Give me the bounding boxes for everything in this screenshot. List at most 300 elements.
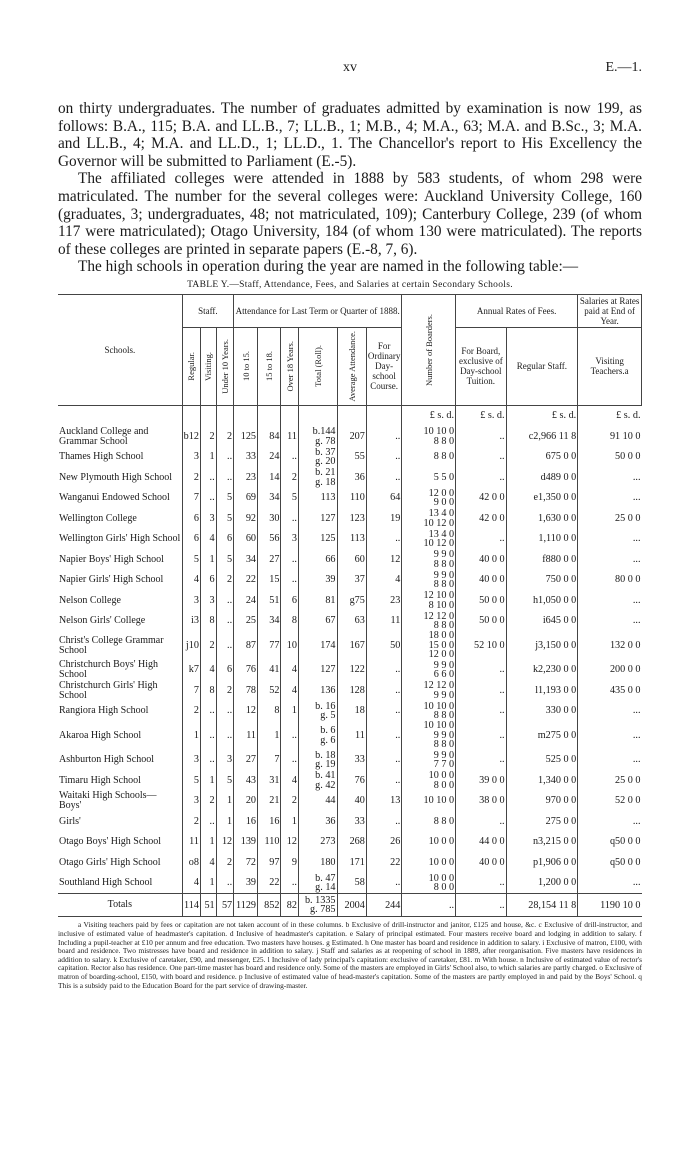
- cell-age10to15: 1129: [234, 894, 258, 917]
- school-name: Nelson Girls' College: [59, 615, 146, 627]
- cell-salary-regular: m275 0 0: [506, 721, 578, 750]
- cell-fee-board: ..: [456, 894, 506, 917]
- cell-total-roll: 127: [298, 660, 337, 681]
- cell-average-attendance: 76: [337, 770, 366, 791]
- cell-average-attendance: 123: [337, 508, 366, 529]
- cell-boarders: ..: [366, 467, 402, 488]
- cell-age10to15: 76: [234, 660, 258, 681]
- cell-age15to18: 8: [258, 701, 281, 722]
- cell-over18: 82: [281, 894, 299, 917]
- cell-visiting: 1: [200, 549, 216, 570]
- cell-under10: 2: [216, 852, 234, 873]
- cell-average-attendance: 11: [337, 721, 366, 750]
- table-row: [58, 811, 642, 832]
- cell-salary-visiting: ...: [578, 488, 642, 509]
- cell-fee-board: ..: [456, 721, 506, 750]
- cell-under10: 5: [216, 549, 234, 570]
- cell-salary-regular: 1,340 0 0: [506, 770, 578, 791]
- cell-salary-regular: e1,350 0 0: [506, 488, 578, 509]
- cell-regular: 5: [182, 770, 200, 791]
- cell-age10to15: 23: [234, 467, 258, 488]
- header-fee-board: For Board, exclusive of Day-school Tuition.: [456, 327, 506, 405]
- cell-salary-visiting: ...: [578, 721, 642, 750]
- cell-boarders: 50: [366, 631, 402, 660]
- cell-fee-ordinary: 9 9 0 8 8 0: [402, 570, 456, 591]
- cell-salary-visiting: 200 0 0: [578, 660, 642, 681]
- cell-over18: 4: [281, 680, 299, 701]
- cell-age15to18: 15: [258, 570, 281, 591]
- cell-regular: i3: [182, 611, 200, 632]
- cell-age10to15: 125: [234, 426, 258, 447]
- cell-under10: 57: [216, 894, 234, 917]
- cell-age10to15: 22: [234, 570, 258, 591]
- cell-age10to15: 60: [234, 529, 258, 550]
- cell-total-roll: 125: [298, 529, 337, 550]
- cell-over18: 2: [281, 791, 299, 812]
- document-reference: E.—1.: [605, 60, 642, 75]
- cell-over18: 6: [281, 590, 299, 611]
- cell-fee-board: 40 0 0: [456, 852, 506, 873]
- table-row: [58, 611, 642, 632]
- table-row: [58, 873, 642, 894]
- cell-salary-regular: 28,154 11 8: [506, 894, 578, 917]
- footnote-text: a Visiting teachers paid by fees or capitation are not taken account of in these columns. b Exclusive of drill-instructor and janitor, £125 and house, &c. c Exclusive of drill-instructor, and inclusive of estimated value of headmaster's capitation. d Inclusive of headmaster's capitation. e Salary of principal estimated. Four masters receive board and lodging in addition to salary. f Including a pupil-teacher at £10 per annum and free education. Two masters have houses. g Estimated. h One master has board and residence in addition to salary. i Exclusive of matron, £100, with board and residence. Two mistresses have board and residence in addition to salary. j Staff and salaries as at reopening of school in 1889, after reorganisation. Five masters have residences in addition to salary. k Exclusive of caretaker, £90, and messenger, £25. l Inclusive of lady principal's capitation: exclusive of caretaker, £81. m With house. n Inclusive of estimated value of rector's capitation. Rector also has residence. One part-time master has board and residence only. Some of the masters are employed in Girls' School also, to which salaries are partly charged. o Exclusive of matron of boarding-school, £150, with board and residence. p Inclusive of estimated value of head-master's capitation. Some of the masters are partly employed in and paid by the Boys' School. q This is a subsidy paid to the Education Board for the part service of drawing-master.: [58, 920, 642, 990]
- paragraph: on thirty undergraduates. The number of graduates admitted by examination is now 199, as follows: B.A., 115; B.A. and LL.B., 7; LL.B., 1; M.B., 4; M.A., 63; M.A. and B.Sc., 3; M.A. and LL.B., 4; M.A. and LL.D., 1; LL.D., 1. The Chancellor's report to His Excellency the Governor will be submitted to Parliament (E.-5).: [58, 100, 642, 170]
- cell-under10: ..: [216, 701, 234, 722]
- school-name: Wellington Girls' High School: [59, 533, 181, 545]
- cell-salary-visiting: 25 0 0: [578, 770, 642, 791]
- cell-under10: 2: [216, 570, 234, 591]
- cell-under10: 5: [216, 770, 234, 791]
- cell-visiting: 6: [200, 570, 216, 591]
- cell-age15to18: 110: [258, 832, 281, 853]
- cell-visiting: 1: [200, 770, 216, 791]
- cell-salary-regular: k2,230 0 0: [506, 660, 578, 681]
- cell-fee-ordinary: 8 8 0: [402, 811, 456, 832]
- cell-visiting: ..: [200, 750, 216, 771]
- cell-fee-board: 39 0 0: [456, 770, 506, 791]
- cell-fee-board: ..: [456, 811, 506, 832]
- units-row: [58, 405, 642, 426]
- cell-age10to15: 39: [234, 873, 258, 894]
- school-name: Otago Girls' High School: [59, 856, 161, 868]
- header-fees: Annual Rates of Fees.: [456, 294, 578, 327]
- cell-age15to18: 14: [258, 467, 281, 488]
- header-15to18: 15 to 18.: [258, 327, 281, 405]
- cell-average-attendance: 40: [337, 791, 366, 812]
- table-row: [58, 660, 642, 681]
- table-row: [58, 570, 642, 591]
- table-row: [58, 590, 642, 611]
- header-attendance: Attendance for Last Term or Quarter of 1888.: [234, 294, 402, 327]
- cell-over18: 1: [281, 811, 299, 832]
- cell-age10to15: 72: [234, 852, 258, 873]
- cell-salary-visiting: q50 0 0: [578, 852, 642, 873]
- cell-age10to15: 25: [234, 611, 258, 632]
- table-row: [58, 680, 642, 701]
- page-header: [58, 60, 642, 94]
- cell-age10to15: 20: [234, 791, 258, 812]
- cell-visiting: 2: [200, 631, 216, 660]
- cell-average-attendance: 122: [337, 660, 366, 681]
- cell-fee-board: 44 0 0: [456, 832, 506, 853]
- header-total-roll: Total (Roll).: [298, 327, 337, 405]
- cell-age10to15: 33: [234, 447, 258, 468]
- cell-age15to18: 31: [258, 770, 281, 791]
- cell-total-roll: b. 41 g. 42: [298, 770, 337, 791]
- cell-salary-visiting: 50 0 0: [578, 447, 642, 468]
- cell-average-attendance: 58: [337, 873, 366, 894]
- school-name: Christchurch Boys' High School: [59, 659, 159, 681]
- cell-regular: 4: [182, 873, 200, 894]
- cell-visiting: ..: [200, 701, 216, 722]
- cell-age10to15: 78: [234, 680, 258, 701]
- cell-total-roll: 180: [298, 852, 337, 873]
- school-name: Southland High School: [59, 877, 153, 889]
- cell-salary-regular: 675 0 0: [506, 447, 578, 468]
- cell-salary-regular: d489 0 0: [506, 467, 578, 488]
- cell-fee-ordinary: 10 10 0: [402, 791, 456, 812]
- cell-regular: j10: [182, 631, 200, 660]
- cell-salary-visiting: ...: [578, 873, 642, 894]
- table-row: [58, 529, 642, 550]
- table-row: [58, 488, 642, 509]
- header-visiting-teachers: Visiting Teachers.a: [578, 327, 642, 405]
- cell-over18: ..: [281, 447, 299, 468]
- cell-boarders: ..: [366, 701, 402, 722]
- cell-age15to18: 97: [258, 852, 281, 873]
- table-row: [58, 770, 642, 791]
- cell-fee-board: ..: [456, 680, 506, 701]
- page-number: xv: [343, 60, 357, 75]
- cell-under10: 1: [216, 791, 234, 812]
- cell-regular: 7: [182, 680, 200, 701]
- cell-regular: 5: [182, 549, 200, 570]
- cell-over18: 5: [281, 488, 299, 509]
- cell-fee-ordinary: 18 0 0 15 0 0 12 0 0: [402, 631, 456, 660]
- cell-over18: 2: [281, 467, 299, 488]
- header-schools: Schools.: [58, 294, 182, 405]
- cell-age15to18: 852: [258, 894, 281, 917]
- cell-over18: ..: [281, 750, 299, 771]
- cell-fee-ordinary: 13 4 0 10 12 0: [402, 508, 456, 529]
- cell-fee-ordinary: 5 5 0: [402, 467, 456, 488]
- table-row: [58, 832, 642, 853]
- cell-salary-visiting: 91 10 0: [578, 426, 642, 447]
- cell-salary-regular: 750 0 0: [506, 570, 578, 591]
- cell-fee-board: 42 0 0: [456, 488, 506, 509]
- cell-age10to15: 24: [234, 590, 258, 611]
- cell-over18: ..: [281, 549, 299, 570]
- school-name: Napier Girls' High School: [59, 574, 164, 586]
- table-row: [58, 750, 642, 771]
- cell-total-roll: b. 18 g. 19: [298, 750, 337, 771]
- cell-salary-regular: 970 0 0: [506, 791, 578, 812]
- cell-visiting: 8: [200, 680, 216, 701]
- cell-regular: 4: [182, 570, 200, 591]
- cell-under10: ..: [216, 611, 234, 632]
- units-regular: £ s. d.: [506, 405, 578, 426]
- body-text: [58, 100, 642, 276]
- cell-total-roll: 273: [298, 832, 337, 853]
- cell-fee-ordinary: 13 4 0 10 12 0: [402, 529, 456, 550]
- cell-average-attendance: 2004: [337, 894, 366, 917]
- cell-average-attendance: 37: [337, 570, 366, 591]
- cell-fee-board: ..: [456, 426, 506, 447]
- table-row: [58, 631, 642, 660]
- cell-visiting: 3: [200, 508, 216, 529]
- cell-boarders: 12: [366, 549, 402, 570]
- cell-age15to18: 22: [258, 873, 281, 894]
- cell-age10to15: 43: [234, 770, 258, 791]
- cell-salary-regular: l1,193 0 0: [506, 680, 578, 701]
- cell-regular: 2: [182, 467, 200, 488]
- cell-fee-ordinary: 10 0 0: [402, 852, 456, 873]
- cell-fee-board: ..: [456, 701, 506, 722]
- cell-total-roll: 81: [298, 590, 337, 611]
- cell-over18: 11: [281, 426, 299, 447]
- cell-average-attendance: 55: [337, 447, 366, 468]
- cell-visiting: 4: [200, 852, 216, 873]
- cell-over18: 9: [281, 852, 299, 873]
- cell-age15to18: 34: [258, 611, 281, 632]
- cell-visiting: 3: [200, 590, 216, 611]
- cell-salary-visiting: 132 0 0: [578, 631, 642, 660]
- cell-salary-regular: 525 0 0: [506, 750, 578, 771]
- cell-salary-regular: f880 0 0: [506, 549, 578, 570]
- cell-salary-visiting: q50 0 0: [578, 832, 642, 853]
- school-name: Waitaki High Schools— Boys': [59, 790, 157, 812]
- cell-fee-board: 38 0 0: [456, 791, 506, 812]
- table-caption: TABLE Y.—Staff, Attendance, Fees, and Salaries at certain Secondary Schools.: [187, 279, 513, 290]
- cell-salary-regular: 1,110 0 0: [506, 529, 578, 550]
- cell-age15to18: 51: [258, 590, 281, 611]
- cell-salary-regular: h1,050 0 0: [506, 590, 578, 611]
- cell-visiting: ..: [200, 488, 216, 509]
- cell-under10: 12: [216, 832, 234, 853]
- cell-regular: 6: [182, 529, 200, 550]
- table-row: [58, 426, 642, 447]
- units-fee: £ s. d.: [402, 405, 456, 426]
- cell-age15to18: 21: [258, 791, 281, 812]
- cell-age10to15: 34: [234, 549, 258, 570]
- cell-age15to18: 56: [258, 529, 281, 550]
- cell-boarders: ..: [366, 770, 402, 791]
- cell-total-roll: b. 1335 g. 785: [298, 894, 337, 917]
- header-fee-ordinary: For Ordinary Day-school Course.: [366, 327, 402, 405]
- cell-over18: 3: [281, 529, 299, 550]
- cell-fee-ordinary: 10 0 0 8 0 0: [402, 873, 456, 894]
- cell-age10to15: 16: [234, 811, 258, 832]
- cell-fee-ordinary: 12 10 0 8 10 0: [402, 590, 456, 611]
- cell-salary-visiting: ...: [578, 529, 642, 550]
- cell-salary-visiting: 25 0 0: [578, 508, 642, 529]
- cell-average-attendance: 33: [337, 750, 366, 771]
- cell-fee-ordinary: 10 10 0 8 8 0: [402, 701, 456, 722]
- cell-salary-visiting: ...: [578, 590, 642, 611]
- cell-visiting: ..: [200, 467, 216, 488]
- cell-visiting: 51: [200, 894, 216, 917]
- school-name: Wellington College: [59, 512, 137, 524]
- cell-boarders: ..: [366, 811, 402, 832]
- school-name: Timaru High School: [59, 774, 141, 786]
- cell-age10to15: 139: [234, 832, 258, 853]
- paragraph: The high schools in operation during the year are named in the following table:—: [78, 258, 578, 276]
- cell-over18: ..: [281, 570, 299, 591]
- cell-fee-ordinary: 10 0 0: [402, 832, 456, 853]
- cell-regular: 2: [182, 811, 200, 832]
- cell-total-roll: 136: [298, 680, 337, 701]
- cell-under10: 6: [216, 660, 234, 681]
- cell-fee-board: ..: [456, 529, 506, 550]
- cell-regular: 2: [182, 701, 200, 722]
- cell-boarders: ..: [366, 721, 402, 750]
- cell-under10: 6: [216, 529, 234, 550]
- cell-under10: 5: [216, 508, 234, 529]
- cell-salary-regular: n3,215 0 0: [506, 832, 578, 853]
- cell-fee-board: 40 0 0: [456, 570, 506, 591]
- cell-total-roll: b. 21 g. 18: [298, 467, 337, 488]
- school-name: Akaroa High School: [59, 729, 142, 741]
- cell-average-attendance: 268: [337, 832, 366, 853]
- cell-fee-ordinary: 8 8 0: [402, 447, 456, 468]
- cell-age15to18: 77: [258, 631, 281, 660]
- cell-boarders: 4: [366, 570, 402, 591]
- cell-total-roll: 39: [298, 570, 337, 591]
- cell-boarders: ..: [366, 680, 402, 701]
- school-name: Napier Boys' High School: [59, 553, 164, 565]
- secondary-schools-table: [58, 294, 642, 918]
- cell-total-roll: 67: [298, 611, 337, 632]
- cell-under10: ..: [216, 447, 234, 468]
- cell-fee-ordinary: 10 10 0 9 9 0 8 8 0: [402, 721, 456, 750]
- header-regular: Regular.: [182, 327, 200, 405]
- cell-under10: 1: [216, 811, 234, 832]
- cell-salary-regular: j3,150 0 0: [506, 631, 578, 660]
- cell-under10: 5: [216, 488, 234, 509]
- cell-salary-visiting: 80 0 0: [578, 570, 642, 591]
- header-boarders: Number of Boarders.: [402, 294, 456, 405]
- cell-boarders: 11: [366, 611, 402, 632]
- cell-visiting: ..: [200, 811, 216, 832]
- header-10to15: 10 to 15.: [234, 327, 258, 405]
- cell-average-attendance: 110: [337, 488, 366, 509]
- cell-total-roll: 36: [298, 811, 337, 832]
- cell-boarders: 26: [366, 832, 402, 853]
- cell-boarders: 244: [366, 894, 402, 917]
- cell-age15to18: 41: [258, 660, 281, 681]
- cell-under10: ..: [216, 467, 234, 488]
- cell-fee-ordinary: 9 9 0 8 8 0: [402, 549, 456, 570]
- cell-visiting: 2: [200, 791, 216, 812]
- cell-salary-visiting: 1190 10 0: [578, 894, 642, 917]
- table-row: [58, 467, 642, 488]
- cell-age15to18: 27: [258, 549, 281, 570]
- school-name: Nelson College: [59, 594, 121, 606]
- cell-total-roll: 174: [298, 631, 337, 660]
- school-name: Auckland College and Grammar School: [59, 425, 149, 447]
- cell-over18: 8: [281, 611, 299, 632]
- cell-fee-board: ..: [456, 750, 506, 771]
- cell-total-roll: b. 37 g. 20: [298, 447, 337, 468]
- cell-visiting: ..: [200, 721, 216, 750]
- cell-under10: ..: [216, 873, 234, 894]
- cell-salary-visiting: ...: [578, 467, 642, 488]
- cell-fee-ordinary: 9 9 0 6 6 0: [402, 660, 456, 681]
- cell-over18: 10: [281, 631, 299, 660]
- cell-visiting: 1: [200, 447, 216, 468]
- cell-average-attendance: 60: [337, 549, 366, 570]
- school-name: Girls': [59, 815, 81, 827]
- cell-fee-ordinary: ..: [402, 894, 456, 917]
- cell-visiting: 1: [200, 832, 216, 853]
- cell-fee-ordinary: 12 12 0 9 9 0: [402, 680, 456, 701]
- cell-average-attendance: 18: [337, 701, 366, 722]
- cell-boarders: 23: [366, 590, 402, 611]
- cell-fee-ordinary: 10 0 0 8 0 0: [402, 770, 456, 791]
- cell-regular: 11: [182, 832, 200, 853]
- cell-boarders: ..: [366, 660, 402, 681]
- table-row: [58, 549, 642, 570]
- cell-boarders: 13: [366, 791, 402, 812]
- cell-salary-regular: 330 0 0: [506, 701, 578, 722]
- cell-boarders: 19: [366, 508, 402, 529]
- cell-boarders: ..: [366, 750, 402, 771]
- cell-regular: k7: [182, 660, 200, 681]
- table-row: [58, 508, 642, 529]
- cell-total-roll: b. 6 g. 6: [298, 721, 337, 750]
- paragraph: The affiliated colleges were attended in 1888 by 583 students, of whom 298 were matriculated. The number for the several colleges were: Auckland University College, 160 (graduates, 3; undergraduates, 48; not matriculated, 109); Canterbury College, 239 (of whom 117 were matriculated); Otago University, 184 (of whom 130 were matriculated). The reports of these colleges are printed in separate papers (E.-8, 7, 6).: [58, 170, 642, 258]
- units-board: £ s. d.: [456, 405, 506, 426]
- cell-fee-board: ..: [456, 873, 506, 894]
- school-name: Thames High School: [59, 451, 144, 463]
- cell-over18: 4: [281, 660, 299, 681]
- cell-average-attendance: 36: [337, 467, 366, 488]
- cell-average-attendance: 33: [337, 811, 366, 832]
- cell-total-roll: 113: [298, 488, 337, 509]
- cell-salary-visiting: ...: [578, 701, 642, 722]
- cell-over18: ..: [281, 508, 299, 529]
- cell-age15to18: 84: [258, 426, 281, 447]
- cell-over18: ..: [281, 721, 299, 750]
- cell-total-roll: b. 16 g. 5: [298, 701, 337, 722]
- cell-under10: 2: [216, 426, 234, 447]
- cell-age10to15: 87: [234, 631, 258, 660]
- cell-salary-regular: 275 0 0: [506, 811, 578, 832]
- table-row: [58, 721, 642, 750]
- cell-total-roll: b. 47 g. 14: [298, 873, 337, 894]
- cell-regular: 3: [182, 791, 200, 812]
- cell-average-attendance: 167: [337, 631, 366, 660]
- cell-total-roll: b.144 g. 78: [298, 426, 337, 447]
- cell-under10: 3: [216, 750, 234, 771]
- cell-regular: 114: [182, 894, 200, 917]
- cell-under10: ..: [216, 631, 234, 660]
- cell-salary-visiting: ...: [578, 750, 642, 771]
- cell-visiting: 8: [200, 611, 216, 632]
- cell-salary-regular: 1,630 0 0: [506, 508, 578, 529]
- cell-salary-regular: i645 0 0: [506, 611, 578, 632]
- cell-age10to15: 69: [234, 488, 258, 509]
- cell-age10to15: 11: [234, 721, 258, 750]
- cell-age15to18: 7: [258, 750, 281, 771]
- cell-age15to18: 1: [258, 721, 281, 750]
- cell-boarders: 22: [366, 852, 402, 873]
- table-row: [58, 791, 642, 812]
- cell-regular: b12: [182, 426, 200, 447]
- cell-fee-ordinary: 12 12 0 8 8 0: [402, 611, 456, 632]
- cell-salary-visiting: ...: [578, 549, 642, 570]
